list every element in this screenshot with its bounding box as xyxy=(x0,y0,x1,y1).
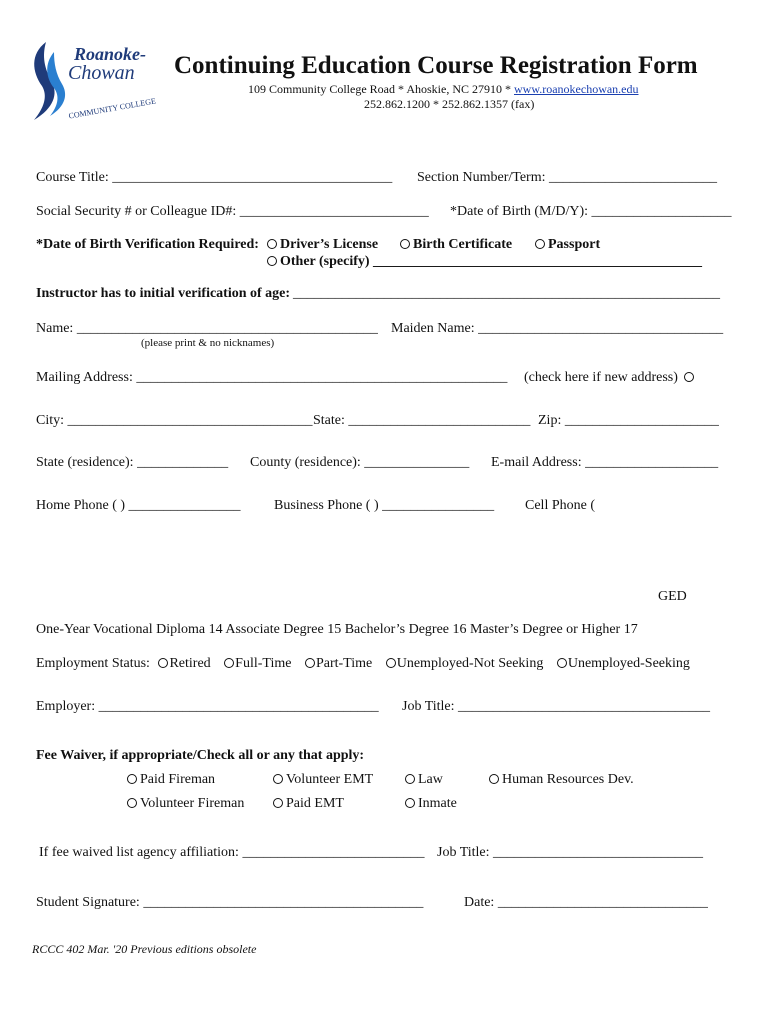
option-human-resources[interactable] xyxy=(489,772,634,788)
street-address: 109 Community College Road * Ahoskie, NC 27910 * xyxy=(248,82,514,96)
radio-circle-icon[interactable] xyxy=(127,774,137,784)
option-volunteer-emt[interactable] xyxy=(273,772,373,788)
radio-circle-icon[interactable] xyxy=(158,658,168,668)
job-title-field[interactable]: Job Title: ____________________________________ xyxy=(402,699,711,714)
logo-tagline: COMMUNITY COLLEGE xyxy=(67,96,157,121)
state-field[interactable]: State: __________________________ xyxy=(313,413,531,428)
email-field[interactable]: E-mail Address: ___________________ xyxy=(491,455,719,470)
option-law[interactable] xyxy=(405,772,443,788)
name-hint: (please print & no nicknames) xyxy=(141,337,275,349)
law-label: Law xyxy=(418,772,443,787)
option-drivers-license[interactable] xyxy=(267,237,378,253)
instructor-verification-label: Instructor has to initial verification of age: xyxy=(36,286,291,301)
phone-line: 252.862.1200 * 252.862.1357 (fax) xyxy=(364,97,535,111)
radio-circle-icon[interactable] xyxy=(400,239,410,249)
instructor-initial-line[interactable]: _____________________________________________________________ xyxy=(293,286,720,301)
radio-circle-icon[interactable] xyxy=(557,658,567,668)
unemployed-not-seeking-label: Unemployed-Not Seeking xyxy=(396,656,544,671)
volunteer-emt-label: Volunteer EMT xyxy=(286,772,374,787)
part-time-label: Part-Time xyxy=(315,656,373,671)
agency-affiliation-field[interactable]: If fee waived list agency affiliation: __________________________ xyxy=(39,845,425,860)
radio-circle-icon[interactable] xyxy=(489,774,499,784)
radio-circle-icon[interactable] xyxy=(273,798,283,808)
radio-circle-icon[interactable] xyxy=(386,658,396,668)
radio-circle-icon[interactable] xyxy=(405,774,415,784)
option-paid-fireman[interactable] xyxy=(127,772,215,788)
signature-date-field[interactable]: Date: ______________________________ xyxy=(464,895,708,910)
city-field[interactable]: City: ___________________________________ xyxy=(36,413,313,428)
form-title: Continuing Education Course Registration Form xyxy=(174,52,698,79)
dob-verification-label: *Date of Birth Verification Required: xyxy=(36,237,259,252)
employer-field[interactable]: Employer: ________________________________________ xyxy=(36,699,379,714)
fee-waiver-label: Fee Waiver, if appropriate/Check all or any that apply: xyxy=(36,748,365,763)
radio-circle-icon[interactable] xyxy=(224,658,234,668)
birth-certificate-label: Birth Certificate xyxy=(413,237,513,252)
option-volunteer-fireman[interactable] xyxy=(127,796,244,812)
website-link[interactable]: www.roanokechowan.edu xyxy=(514,82,639,96)
name-field[interactable]: Name: ___________________________________________ xyxy=(36,321,378,336)
radio-circle-icon[interactable] xyxy=(273,774,283,784)
paid-emt-label: Paid EMT xyxy=(286,796,344,811)
ged-option: GED xyxy=(658,589,687,604)
new-address-check[interactable] xyxy=(524,370,697,386)
volunteer-fireman-label: Volunteer Fireman xyxy=(140,796,245,811)
section-number-field[interactable]: Section Number/Term: ________________________ xyxy=(417,170,717,185)
employment-label: Employment Status: xyxy=(36,656,150,671)
option-unemployed-not-seeking[interactable] xyxy=(386,656,544,671)
option-part-time[interactable] xyxy=(305,656,372,671)
other-label: Other (specify) _______________________________________________ xyxy=(280,254,703,269)
mailing-address-field[interactable]: Mailing Address: _____________________________________________________ xyxy=(36,370,508,385)
passport-label: Passport xyxy=(548,237,601,252)
drivers-license-label: Driver’s License xyxy=(280,237,379,252)
human-resources-label: Human Resources Dev. xyxy=(502,772,634,787)
residence-state-field[interactable]: State (residence): _____________ xyxy=(36,455,229,470)
option-other[interactable] xyxy=(267,254,702,270)
unemployed-seeking-label: Unemployed-Seeking xyxy=(567,656,690,671)
college-logo xyxy=(24,38,157,128)
student-signature-field[interactable]: Student Signature: ________________________________________ xyxy=(36,895,424,910)
logo-name-line2: Chowan xyxy=(68,62,135,84)
option-birth-certificate[interactable] xyxy=(400,237,512,253)
home-phone-field[interactable]: Home Phone ( ) ________________ xyxy=(36,498,241,513)
maiden-name-field[interactable]: Maiden Name: ___________________________________ xyxy=(391,321,724,336)
radio-circle-icon[interactable] xyxy=(535,239,545,249)
retired-label: Retired xyxy=(169,656,211,671)
education-levels: One-Year Vocational Diploma 14 Associate Degree 15 Bachelor’s Degree 16 Master’s Degree or Higher 17 xyxy=(36,622,638,637)
address-line xyxy=(248,82,639,97)
option-passport[interactable] xyxy=(535,237,600,253)
new-address-label: (check here if new address) xyxy=(524,370,678,385)
ssn-field[interactable]: Social Security # or Colleague ID#: ___________________________ xyxy=(36,204,429,219)
agency-job-title-field[interactable]: Job Title: ______________________________ xyxy=(437,845,704,860)
radio-circle-icon[interactable] xyxy=(127,798,137,808)
option-unemployed-seeking[interactable] xyxy=(557,656,690,671)
radio-circle-icon[interactable] xyxy=(405,798,415,808)
option-inmate[interactable] xyxy=(405,796,457,812)
radio-circle-icon[interactable] xyxy=(267,239,277,249)
form-footer: RCCC 402 Mar. '20 Previous editions obsolete xyxy=(32,942,257,956)
logo-name-line1: Roanoke- xyxy=(74,44,146,64)
dob-field[interactable]: *Date of Birth (M/D/Y): ____________________ xyxy=(450,204,732,219)
full-time-label: Full-Time xyxy=(235,656,292,671)
residence-county-field[interactable]: County (residence): _______________ xyxy=(250,455,470,470)
course-title-field[interactable]: Course Title: ________________________________________ xyxy=(36,170,393,185)
cell-phone-field[interactable]: Cell Phone ( xyxy=(525,498,595,513)
radio-circle-icon[interactable] xyxy=(267,256,277,266)
business-phone-field[interactable]: Business Phone ( ) ________________ xyxy=(274,498,495,513)
option-retired[interactable] xyxy=(158,656,210,671)
employment-status xyxy=(36,656,690,672)
radio-circle-icon[interactable] xyxy=(305,658,315,668)
option-full-time[interactable] xyxy=(224,656,291,671)
radio-circle-icon[interactable] xyxy=(684,372,694,382)
inmate-label: Inmate xyxy=(418,796,457,811)
paid-fireman-label: Paid Fireman xyxy=(140,772,216,787)
option-paid-emt[interactable] xyxy=(273,796,344,812)
zip-field[interactable]: Zip: ______________________ xyxy=(538,413,719,428)
